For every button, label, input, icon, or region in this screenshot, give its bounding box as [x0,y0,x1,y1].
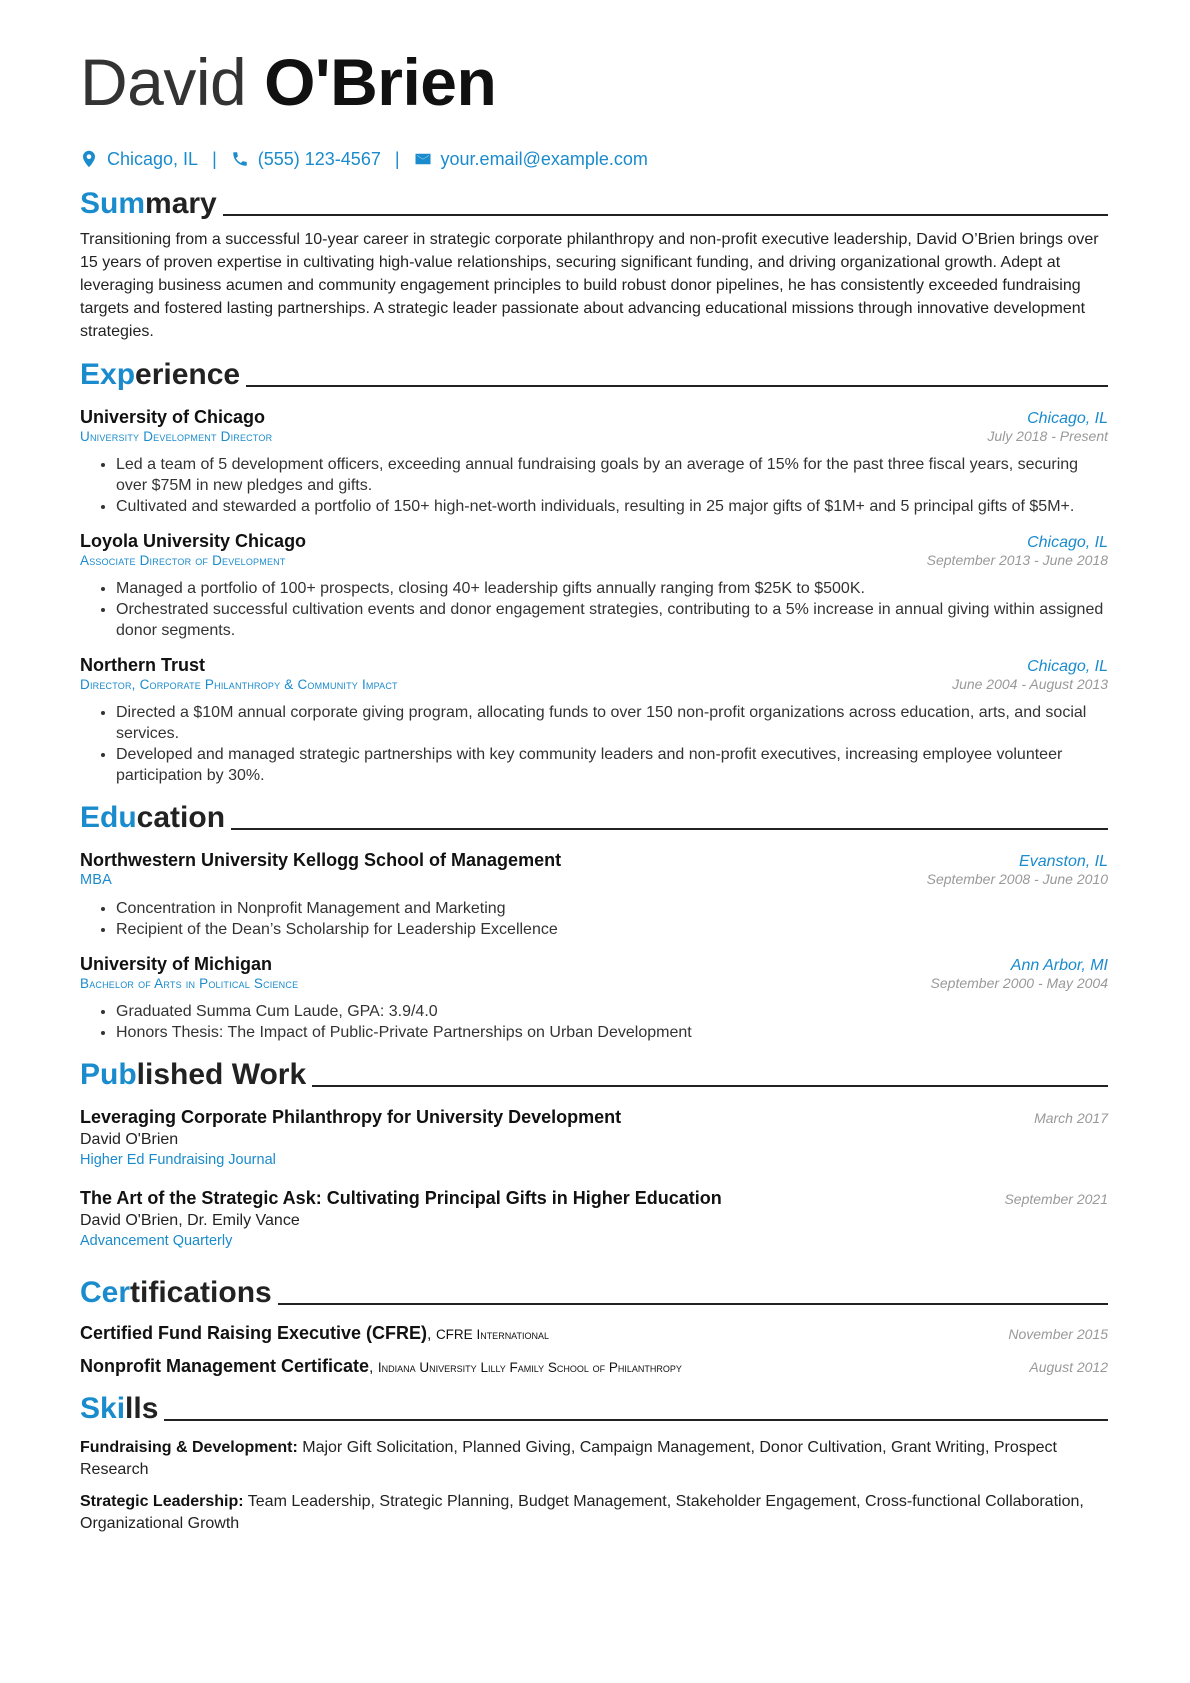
email-link[interactable]: your.email@example.com [440,148,648,169]
map-pin-icon [80,150,98,168]
title-rest: erience [135,358,241,391]
publications-section [80,1053,1108,1249]
skill-label: Fundraising & Development: [80,1439,298,1456]
experience-entry [80,655,1108,786]
bullet: • Directed a $10M annual corporate giving program, allocating funds to over 150 non-profit organizations across education, arts, and social services. [116,702,1108,744]
date-range: September 2013 - June 2018 [926,552,1108,568]
experience-entry [80,531,1108,641]
location: Chicago, IL [1027,658,1108,675]
last-name: O'Brien [264,45,497,119]
bullet-list [80,898,1108,940]
title-accent: Sum [80,187,146,220]
role: Associate Director of Development [80,553,286,568]
section-heading [80,182,1108,222]
certifications-section [80,1271,1108,1377]
summary-section [80,182,1108,343]
bullet: • Graduated Summa Cum Laude, GPA: 3.9/4.0 [116,1001,1108,1022]
title-rest: mary [145,187,217,220]
school: Northwestern University Kellogg School of Management [80,850,562,870]
bullet: • Led a team of 5 development officers, exceeding annual fundraising goals by an average of 15% for the past three fiscal years, securing over $75M in new pledges and gifts. [116,454,1108,496]
bullet: • Managed a portfolio of 100+ prospects, closing 40+ leadership gifts annually ranging from $25K to $500K. [116,578,1108,599]
bullet: • Developed and managed strategic partnerships with key community leaders and non-profit executives, increasing employee volunteer participation by 30%. [116,744,1108,786]
publication-authors: David O'Brien [80,1131,179,1148]
certification-issuer: Indiana University Lilly Family School of Philanthropy [377,1360,682,1375]
experience-section [80,353,1108,786]
publication-date: March 2017 [1034,1110,1108,1126]
contact-location [80,149,198,170]
degree: MBA [80,872,113,888]
bullet-list [80,454,1108,517]
date-range: June 2004 - August 2013 [952,676,1108,692]
certification-date: August 2012 [1029,1359,1108,1375]
bullet-list [80,1001,1108,1043]
bullet-list [80,702,1108,786]
title-rest: cation [136,801,226,834]
section-rule [278,1303,1108,1305]
section-rule [312,1085,1108,1087]
title-accent: Cer [80,1276,131,1309]
summary-text: Transitioning from a successful 10-year career in strategic corporate philanthropy and non-profit executive leadership, David O’Brien brings over 15 years of proven expertise in cultivating high-value relationships, securing significant funding, and driving organizational growth. Adept at leveraging business acumen and community engagement principles to build robust donor pipelines, he has consistently exceeded fundraising targets and fostered lasting partnerships. A strategic leader passionate about advancing educational missions through innovative development strategies. [80,231,1099,340]
title-accent: Pub [80,1058,137,1091]
contact-email[interactable] [414,149,648,170]
publication-date: September 2021 [1004,1191,1108,1207]
location: Ann Arbor, MI [1010,957,1108,974]
experience-title [80,357,240,393]
skill-list: Team Leadership, Strategic Planning, Budget Management, Stakeholder Engagement, Cross-functional Collaboration, Organizational Growth [80,1493,1084,1532]
certification-entry: Certified Fund Raising Executive (CFRE), CFRE International November 2015 [80,1323,1108,1343]
bullet: • Recipient of the Dean’s Scholarship for Leadership Excellence [116,919,1108,940]
publication-title: Leveraging Corporate Philanthropy for University Development [80,1107,622,1127]
role: Director, Corporate Philanthropy & Community Impact [80,677,398,692]
section-heading [80,1271,1108,1311]
title-accent: Edu [80,801,137,834]
bullet: • Honors Thesis: The Impact of Public-Private Partnerships on Urban Development [116,1022,1108,1043]
skill-list: Major Gift Solicitation, Planned Giving, Campaign Management, Donor Cultivation, Grant Writing, Prospect Research [80,1439,1057,1478]
education-entry [80,850,1108,940]
organization: Loyola University Chicago [80,531,307,551]
contact-separator: | [394,148,400,169]
first-name: David [80,45,247,119]
bullet: • Orchestrated successful cultivation events and donor engagement strategies, contributing to a 5% increase in annual giving within assigned donor segments. [116,599,1108,641]
bullet: • Cultivated and stewarded a portfolio of 150+ high-net-worth individuals, resulting in 25 major gifts of $1M+ and 5 principal gifts of $5M+. [116,496,1108,517]
skill-group [80,1491,1108,1535]
title-rest: tifications [130,1276,272,1309]
section-heading [80,796,1108,836]
location: Evanston, IL [1019,853,1108,870]
organization: University of Chicago [80,407,266,427]
title-accent: Ski [80,1392,126,1425]
certification-name: Certified Fund Raising Executive (CFRE) [80,1323,428,1343]
organization: Northern Trust [80,655,206,675]
certification-name: Nonprofit Management Certificate [80,1356,370,1376]
publication-entry [80,1188,1108,1249]
candidate-name [80,42,1108,122]
envelope-icon [414,150,432,168]
summary-title [80,186,217,222]
section-rule [231,828,1108,830]
section-rule [246,385,1108,387]
publication-journal: Advancement Quarterly [80,1233,233,1249]
contact-line [80,146,1108,172]
publication-entry [80,1107,1108,1168]
title-rest: lls [125,1392,159,1425]
certification-issuer: CFRE International [435,1327,550,1342]
bullet: • Concentration in Nonprofit Management and Marketing [116,898,1108,919]
education-title [80,800,225,836]
section-heading [80,1053,1108,1093]
location-text: Chicago, IL [107,148,199,169]
publications-title [80,1057,306,1093]
publication-title: The Art of the Strategic Ask: Cultivating Principal Gifts in Higher Education [80,1188,722,1208]
section-heading [80,1387,1108,1427]
education-entry [80,954,1108,1043]
date-range: July 2018 - Present [987,428,1108,444]
contact-phone[interactable] [231,149,381,170]
location: Chicago, IL [1027,534,1108,551]
date-range: September 2000 - May 2004 [930,975,1108,991]
phone-icon [231,150,249,168]
role: University Development Director [80,429,273,444]
date-range: September 2008 - June 2010 [926,871,1108,887]
degree: Bachelor of Arts in Political Science [80,976,299,991]
certification-date: November 2015 [1008,1326,1108,1342]
title-accent: Exp [80,358,136,391]
contact-separator: | [212,148,217,169]
skill-group [80,1437,1108,1481]
bullet-list [80,578,1108,641]
education-section [80,796,1108,1043]
skills-title [80,1391,158,1427]
skill-label: Strategic Leadership: [80,1493,244,1510]
publication-authors: David O'Brien, Dr. Emily Vance [80,1212,300,1229]
school: University of Michigan [80,954,273,974]
section-rule [223,214,1108,216]
phone-text: (555) 123-4567 [257,148,381,169]
title-rest: lished Work [136,1058,307,1091]
location: Chicago, IL [1027,410,1108,427]
section-heading [80,353,1108,393]
certifications-title [80,1275,272,1311]
certification-entry: Nonprofit Management Certificate, Indiana University Lilly Family School of Philanthropy August 2012 [80,1356,1108,1376]
experience-entry [80,407,1108,517]
skills-section [80,1387,1108,1535]
publication-journal: Higher Ed Fundraising Journal [80,1152,276,1168]
section-rule [164,1419,1108,1421]
